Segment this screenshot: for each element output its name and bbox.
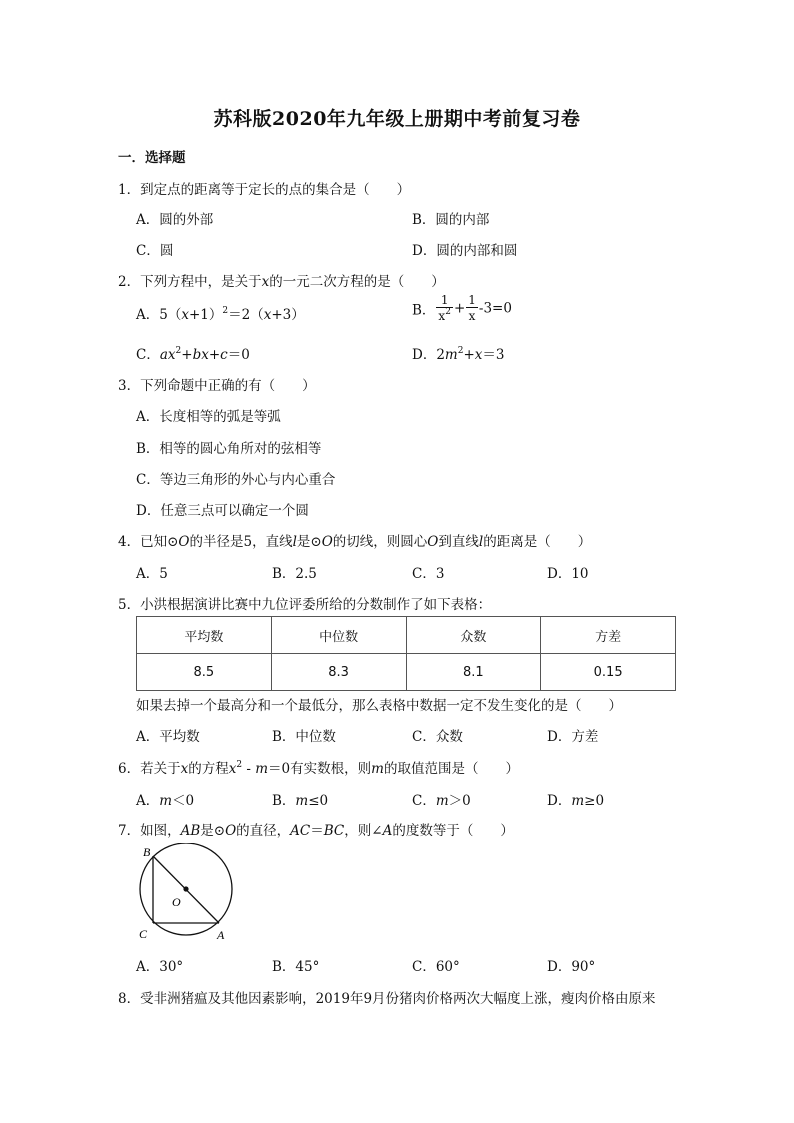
table-cell: 0.15 (541, 654, 676, 691)
table-row (137, 654, 676, 691)
score-stats-table (136, 616, 676, 691)
q7-option-b: B．45° (272, 959, 320, 975)
q1-option-b: B．圆的内部 (412, 212, 490, 228)
table-header-cell: 众数 (406, 617, 541, 654)
question-8-stem: 8．受非洲猪瘟及其他因素影响，2019年9月份猪肉价格两次大幅度上涨，瘦肉价格由原来 (118, 991, 656, 1007)
question-2-stem: 2．下列方程中，是关于x的一元二次方程的是（ ） (118, 274, 445, 290)
q3-option-b: B．相等的圆心角所对的弦相等 (136, 441, 322, 457)
fraction: $\frac{1}{x}$ (468, 293, 476, 323)
q1-option-c: C．圆 (136, 243, 174, 259)
question-4-stem: 4．已知⊙O的半径是5，直线l是⊙O的切线，则圆心O到直线l的距离是（ ） (118, 534, 592, 550)
table-header-cell: 中位数 (271, 617, 406, 654)
question-6-stem: 6．若关于x的方程$x^2 - m=0$有实数根，则m的取值范围是（ ） (118, 760, 519, 777)
q4-option-d: D．10 (547, 566, 589, 582)
q6-option-b: B．m≤0 (272, 793, 329, 809)
q5-option-c: C．众数 (412, 729, 463, 745)
center-point (183, 886, 188, 891)
fraction: $\frac{1}{x^2}$ (438, 293, 451, 323)
q6-option-d: D．m≥0 (547, 793, 605, 809)
table-header-row (137, 617, 676, 654)
q4-option-c: C．3 (412, 566, 445, 582)
q5-option-a: A．平均数 (136, 729, 200, 745)
q2-option-a: A．$5(x+1)^2=2(x+3)$ (136, 306, 305, 323)
q5-option-d: D．方差 (547, 729, 599, 745)
q4-option-a: A．5 (136, 566, 168, 582)
table-header-cell: 平均数 (137, 617, 272, 654)
label-a: A (217, 928, 225, 942)
label-b: B (143, 845, 151, 859)
question-1-stem: 1．到定点的距离等于定长的点的集合是（ ） (118, 182, 411, 198)
q3-option-d: D．任意三点可以确定一个圆 (136, 503, 309, 519)
q3-option-a: A．长度相等的弧是等弧 (136, 409, 281, 425)
label-c: C (139, 927, 148, 941)
question-5-followup: 如果去掉一个最高分和一个最低分，那么表格中数据一定不发生变化的是（ ） (136, 698, 622, 714)
circle-diagram (134, 843, 240, 945)
q1-option-d: D．圆的内部和圆 (412, 243, 518, 259)
q6-option-c: C．m＞0 (412, 793, 471, 809)
table-header-cell: 方差 (541, 617, 676, 654)
question-5-stem: 5．小洪根据演讲比赛中九位评委所给的分数制作了如下表格： (118, 597, 492, 613)
table-cell: 8.5 (137, 654, 272, 691)
question-3-stem: 3．下列命题中正确的有（ ） (118, 378, 316, 394)
page-title: 苏科版2020年九年级上册期中考前复习卷 (213, 108, 581, 130)
question-7-stem: 7．如图，AB是⊙O的直径，AC＝BC，则∠A的度数等于（ ） (118, 823, 514, 839)
q3-option-c: C．等边三角形的外心与内心重合 (136, 472, 336, 488)
q7-option-d: D．90° (547, 959, 596, 975)
section-heading: 一．选择题 (118, 150, 186, 166)
q1-option-a: A．圆的外部 (136, 212, 214, 228)
q2-option-c: C．$ax^2+bx+c=0$ (136, 346, 250, 363)
q2-option-d: D．$2m^2+x=3$ (412, 346, 505, 363)
q2-option-b: B． $\frac{1}{x^2}$ + $\frac{1}{x}$ -3=0 (412, 293, 512, 323)
table-cell: 8.1 (406, 654, 541, 691)
table-cell: 8.3 (271, 654, 406, 691)
q7-option-a: A．30° (136, 959, 184, 975)
q4-option-b: B．2.5 (272, 566, 317, 582)
label-o: O (172, 895, 181, 909)
q6-option-a: A．m＜0 (136, 793, 195, 809)
q7-option-c: C．60° (412, 959, 460, 975)
q5-option-b: B．中位数 (272, 729, 336, 745)
